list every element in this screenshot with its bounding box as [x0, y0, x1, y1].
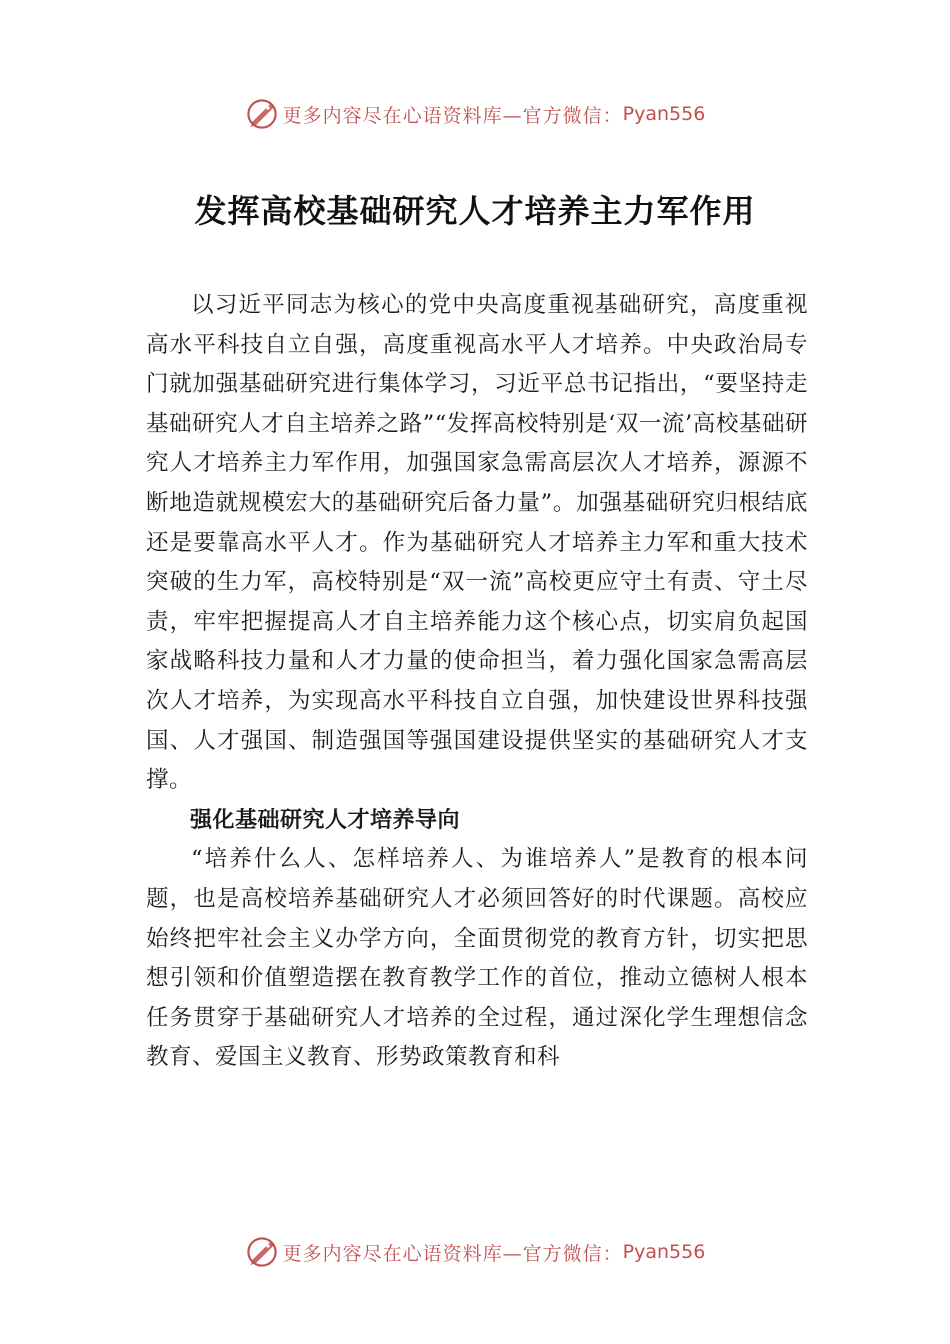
pen-logo-icon: [245, 1235, 279, 1269]
banner-text: 更多内容尽在心语资料库—官方微信：: [282, 104, 623, 127]
page-title: 发挥高校基础研究人才培养主力军作用: [194, 192, 756, 230]
banner-wechat-id: Pyan556: [622, 1241, 706, 1263]
footer-banner: [0, 1232, 950, 1272]
article-body: [146, 286, 808, 1078]
paragraph-section: “培养什么人、怎样培养人、为谁培养人”是教育的根本问题，也是高校培养基础研究人才必须回答好的时代课题。高校应始终把牢社会主义办学方向，全面贯彻党的教育方针，切实把思想引领和价值塑造摆在教育教学工作的首位，推动立德树人根本任务贯穿于基础研究人才培养的全过程，通过深化学生理想信念教育、爱国主义教育、形势政策教育和科: [146, 846, 808, 1071]
banner-text: 更多内容尽在心语资料库—官方微信：: [282, 1242, 623, 1265]
paragraph-intro: 以习近平同志为核心的党中央高度重视基础研究，高度重视高水平科技自立自强，高度重视高水平人才培养。中央政治局专门就加强基础研究进行集体学习，习近平总书记指出，“要坚持走基础研究人才自主培养之路”“发挥高校特别是‘双一流’高校基础研究人才培养主力军作用，加强国家急需高层次人才培养，源源不断地造就规模宏大的基础研究后备力量”。加强基础研究归根结底还是要靠高水平人才。作为基础研究人才培养主力军和重大技术突破的生力军，高校特别是“双一流”高校更应守土有责、守土尽责，牢牢把握提高人才自主培养能力这个核心点，切实肩负起国家战略科技力量和人才力量的使命担当，着力强化国家急需高层次人才培养，为实现高水平科技自立自强，加快建设世界科技强国、人才强国、制造强国等强国建设提供坚实的基础研究人才支撑。: [146, 292, 808, 794]
banner-wechat-id: Pyan556: [622, 103, 706, 125]
header-banner: [0, 94, 950, 134]
pen-logo-icon: [245, 97, 279, 131]
section-heading: 强化基础研究人才培养导向: [190, 807, 461, 833]
